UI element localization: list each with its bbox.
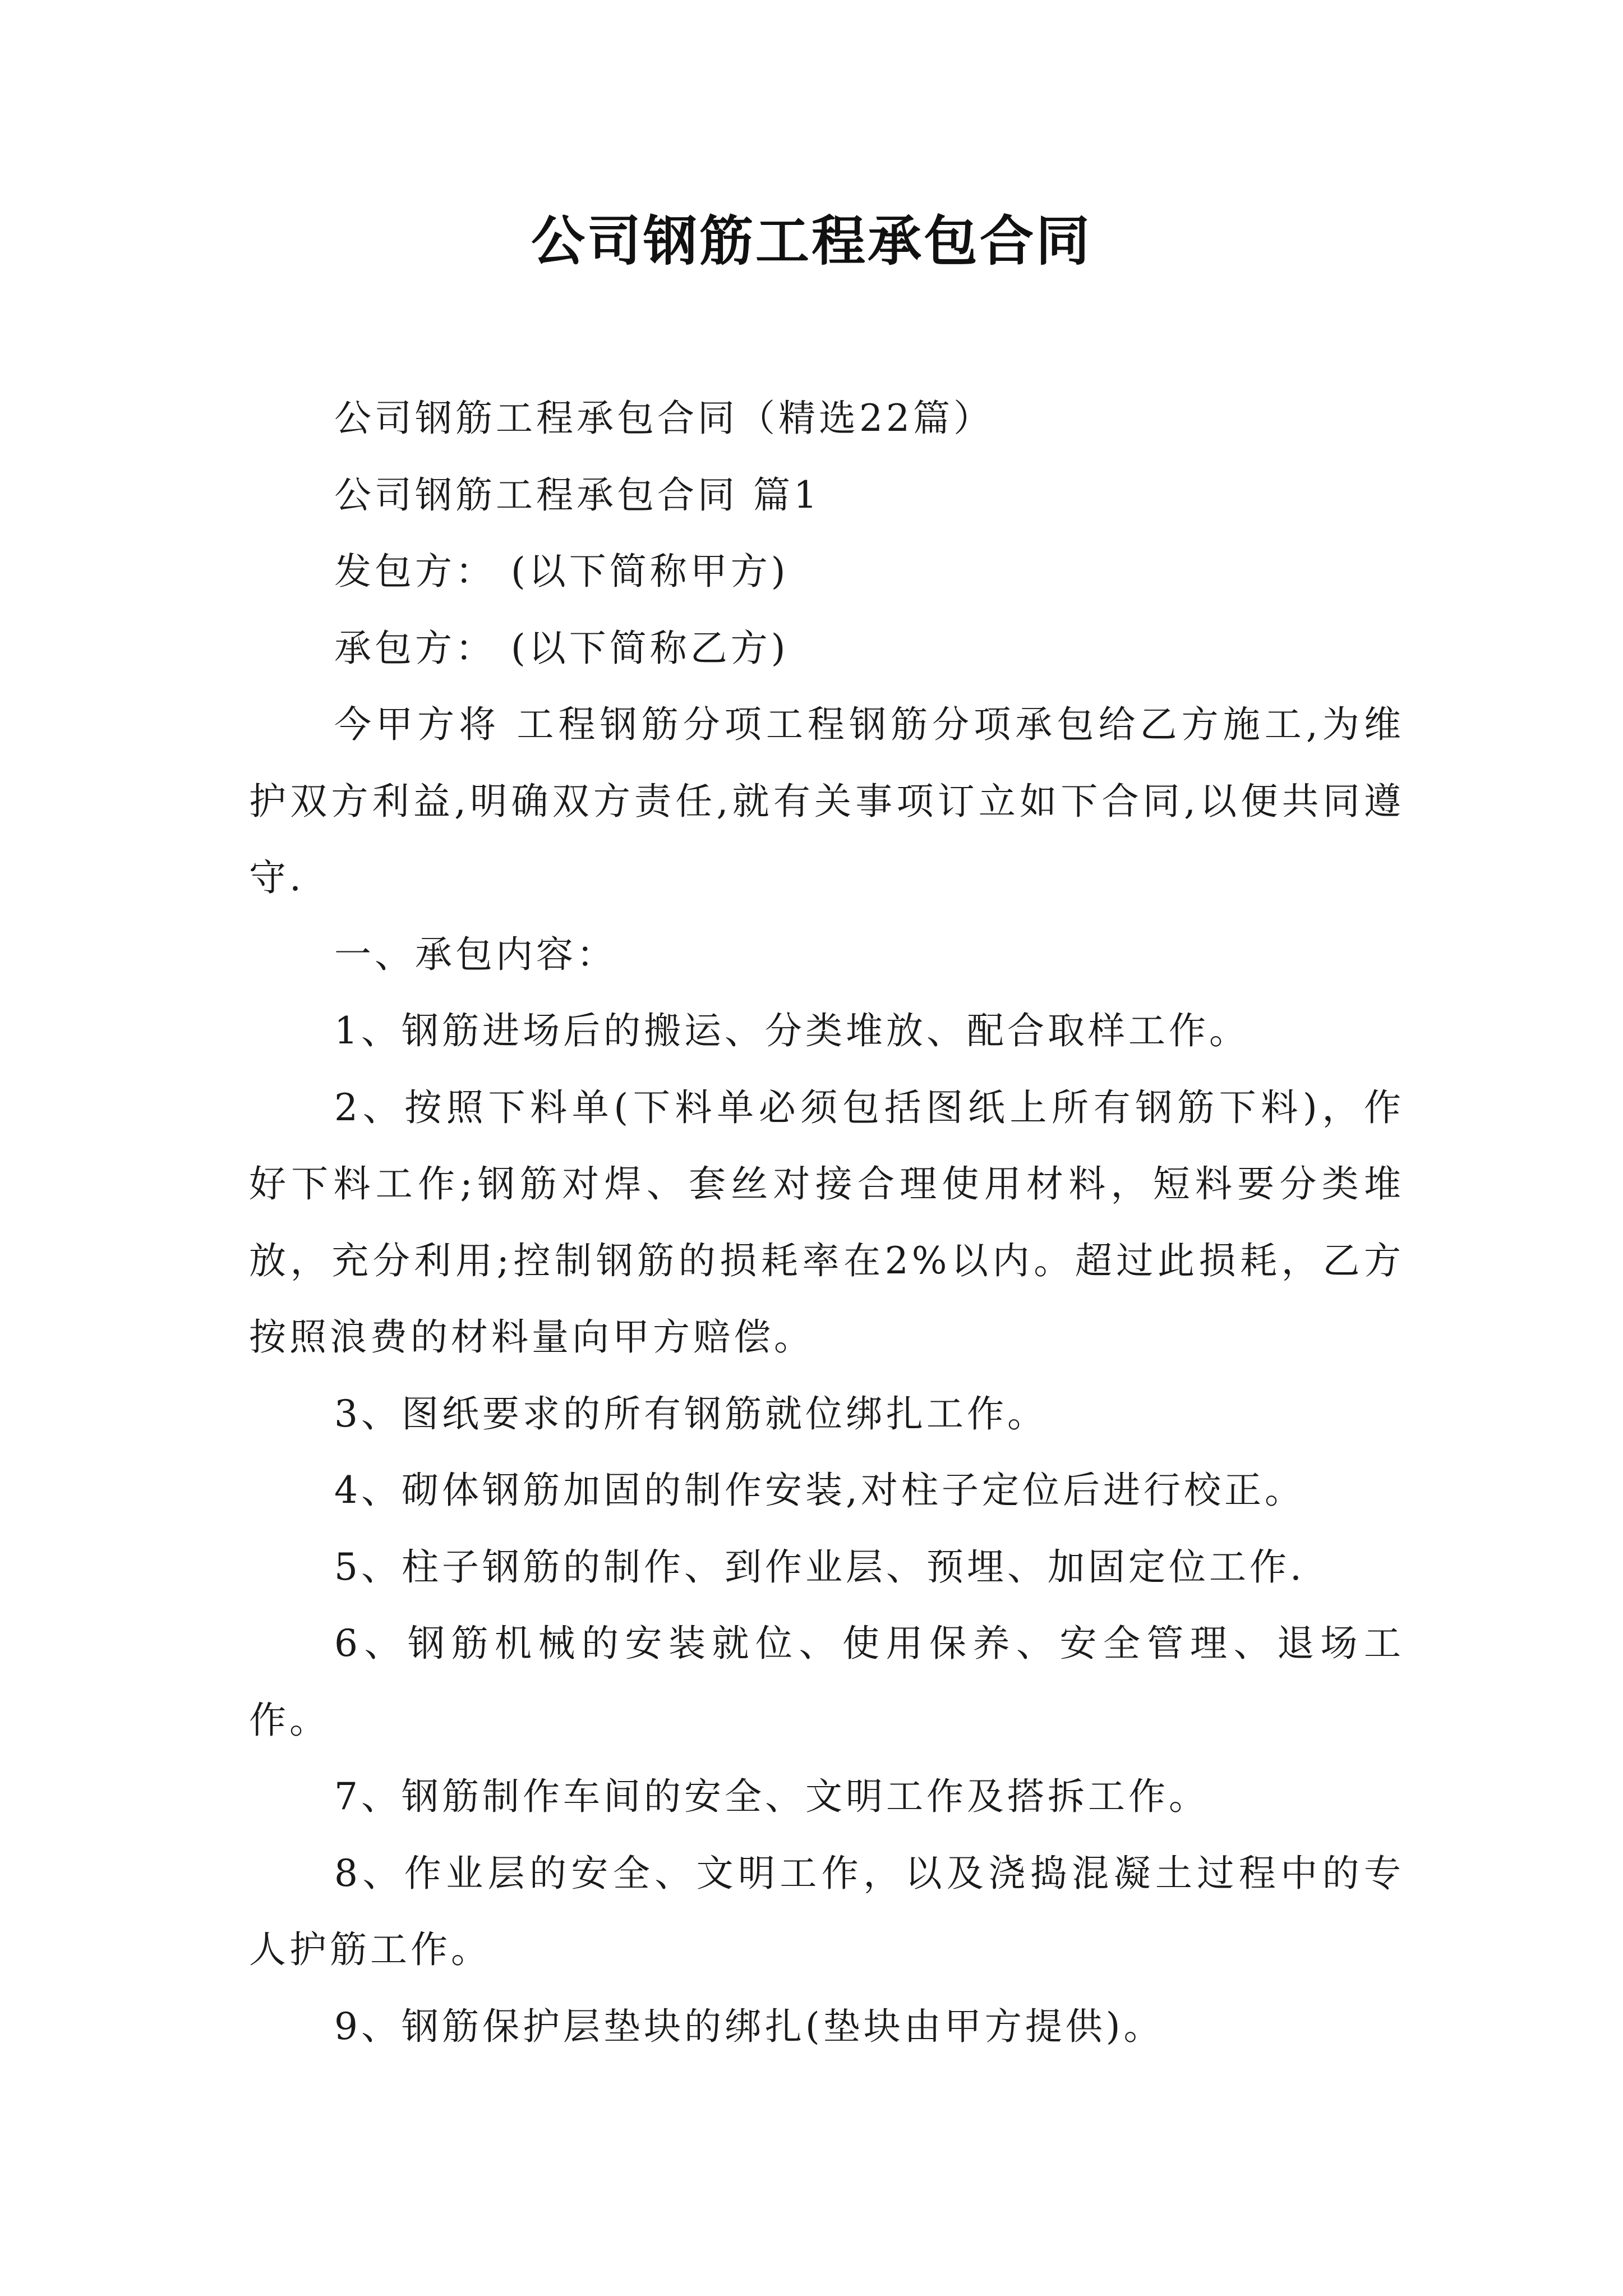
- intro-paragraph: 今甲方将 工程钢筋分项工程钢筋分项承包给乙方施工,为维护双方利益,明确双方责任,就有关事项订立如下合同,以便共同遵守.: [249, 703, 1404, 899]
- clause-item: 6、钢筋机械的安装就位、使用保养、安全管理、退场工作。: [249, 1622, 1404, 1742]
- clause-item: 3、图纸要求的所有钢筋就位绑扎工作。: [334, 1392, 1048, 1435]
- clause-item: 1、钢筋进场后的搬运、分类堆放、配合取样工作。: [334, 1009, 1249, 1052]
- clause-item: 4、砌体钢筋加固的制作安装,对柱子定位后进行校正。: [334, 1469, 1305, 1512]
- clause-item: 2、按照下料单(下料单必须包括图纸上所有钢筋下料)，作好下料工作;钢筋对焊、套丝对接合理使用材料，短料要分类堆放，充分利用;控制钢筋的损耗率在2%以内。超过此损耗，乙方按照浪费的材料量向甲方赔偿。: [249, 1085, 1404, 1359]
- party-b-line: 承包方： (以下简称乙方): [334, 626, 789, 670]
- section-heading: 公司钢筋工程承包合同 篇1: [334, 473, 820, 517]
- clause-item: 9、钢筋保护层垫块的绑扎(垫块由甲方提供)。: [334, 2004, 1164, 2048]
- clause-heading: 一、承包内容：: [334, 932, 617, 976]
- document-body: [249, 380, 1404, 2065]
- clause-item: 7、钢筋制作车间的安全、文明工作及搭拆工作。: [334, 1775, 1209, 1818]
- clause-item: 8、作业层的安全、文明工作，以及浇捣混凝土过程中的专人护筋工作。: [249, 1851, 1404, 1971]
- subtitle-paragraph: 公司钢筋工程承包合同（精选22篇）: [334, 397, 994, 440]
- clause-item: 5、柱子钢筋的制作、到作业层、预埋、加固定位工作.: [334, 1545, 1305, 1589]
- party-a-line: 发包方： (以下简称甲方): [334, 550, 789, 593]
- document-title: 公司钢筋工程承包合同: [531, 210, 1092, 273]
